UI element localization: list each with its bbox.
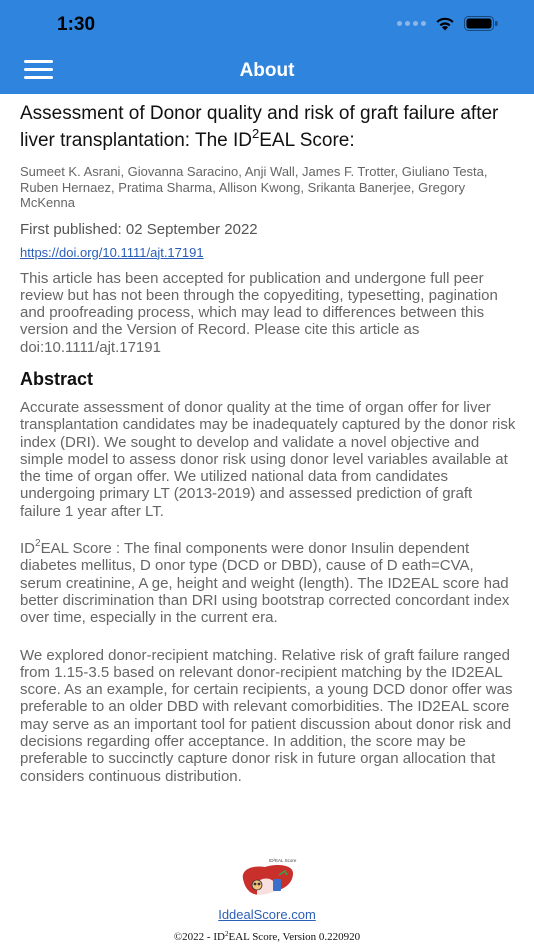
- logo-text: ID²EAL Score: [269, 858, 297, 863]
- cellular-signal-icon: [397, 21, 426, 26]
- iddeal-score-logo: [235, 855, 299, 901]
- abstract-paragraph-1: Accurate assessment of donor quality at the time of organ offer for liver transplantation candidates may be inadequately captured by the donor risk index (DRI). We sought to develop and validate a novel objective and simple model to assess donor risk using donor level variables available at the time of organ offer. We utilized national data from candidates undergoing primary LT (2013-2019) and assessed prediction of graft failure 1 year after LT.: [20, 398, 516, 520]
- abstract-p2-part1: ID: [20, 540, 35, 558]
- status-icons: [397, 16, 498, 31]
- article-title-part2: EAL Score:: [259, 130, 355, 151]
- article-authors: Sumeet K. Asrani, Giovanna Saracino, Anji Wall, James F. Trotter, Giuliano Testa, Ruben Hernaez, Pratima Sharma, Allison Kwong, Srikanta Banerjee, Gregory McKenna: [20, 164, 488, 210]
- abstract-p2-sup: 2: [35, 538, 41, 550]
- article-title-sup: 2: [252, 126, 260, 141]
- abstract-p2-part2: EAL Score : The final components were donor Insulin dependent diabetes mellitus, D onor type (DCD or DBD), cause of D eath=CVA, serum creatinine, A ge, height and weight (length). The ID2EAL score had better discrimination than DRI using bootstrap corrected concordant index over time, especially in the current era.: [20, 540, 510, 627]
- published-date: First published: 02 September 2022: [20, 220, 258, 238]
- nav-bar: [0, 48, 534, 94]
- wifi-icon: [435, 16, 455, 31]
- footer: [0, 855, 534, 922]
- abstract-heading: Abstract: [20, 368, 94, 389]
- abstract-paragraph-2: [20, 540, 516, 626]
- battery-icon: [464, 16, 498, 31]
- article-title-part1: Assessment of Donor quality and risk of graft failure after liver transplantation: The ID: [20, 103, 499, 151]
- status-time: 1:30: [57, 14, 96, 35]
- copyright-sup: 2: [224, 930, 229, 938]
- copyright-part1: ©2022 - ID: [173, 931, 225, 943]
- page-title: About: [239, 60, 295, 81]
- doi-link[interactable]: https://doi.org/10.1111/ajt.17191: [20, 244, 204, 260]
- article-title: [20, 100, 516, 154]
- status-bar: [0, 0, 534, 48]
- copyright-text: [0, 931, 534, 943]
- article-content: [20, 100, 516, 785]
- website-link[interactable]: IddealScore.com: [218, 907, 316, 922]
- copyright-part2: EAL Score, Version 0.220920: [228, 931, 361, 943]
- publication-notice: This article has been accepted for publication and undergone full peer review but has not been through the copyediting, typesetting, pagination and proofreading process, which may lead to differences between this version and the Version of Record. Please cite this article as doi:10.1111/ajt.17191: [20, 269, 498, 356]
- abstract-paragraph-3: We explored donor-recipient matching. Relative risk of graft failure ranged from 1.15-3.5 based on relevant donor-recipient matching by the ID2EAL score. As an example, for certain recipients, a young DCD donor offer was preferable to an older DBD with relevant comorbidities. The ID2EAL score may serve as an important tool for patient discussion about donor risk and decisions regarding offer acceptance. In addition, the score may be preferable to succinctly capture donor risk in future organ allocation that considers continuous distribution.: [20, 646, 513, 785]
